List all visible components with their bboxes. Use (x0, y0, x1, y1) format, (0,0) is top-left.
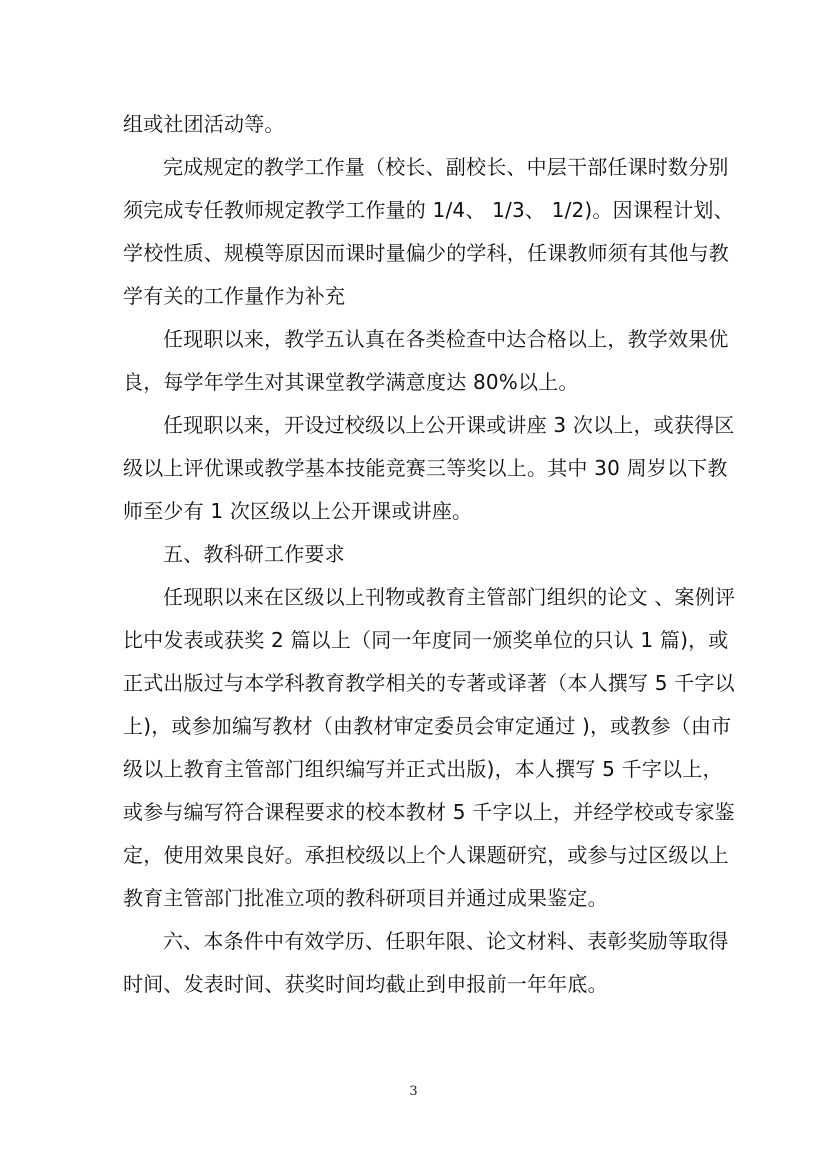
text-line: 时间、发表时间、获奖时间均截止到申报前一年年底。 (123, 972, 608, 996)
text-line: 须完成专任教师规定教学工作量的 1/4、 1/3、 1/2)。因课程计划、 (123, 198, 734, 222)
text-line: 师至少有 1 次区级以上公开课或讲座。 (123, 499, 473, 523)
text-line: 学有关的工作量作为补充 (123, 284, 346, 308)
text-line: 完成规定的教学工作量（校长、副校长、中层干部任课时数分别 (163, 155, 729, 179)
page-number: 3 (409, 1084, 418, 1099)
text-line: 学校性质、规模等原因而课时量偏少的学科，任课教师须有其他与教 (123, 241, 729, 265)
text-line: 级以上评优课或教学基本技能竞赛三等奖以上。其中 30 周岁以下教 (123, 456, 728, 480)
text-line: 组或社团活动等。 (123, 112, 285, 136)
text-line: 上)，或参加编写教材（由教材审定委员会审定通过 )，或教参（由市 (123, 714, 732, 738)
text-line: 或参与编写符合课程要求的校本教材 5 千字以上，并经学校或专家鉴 (123, 800, 735, 824)
text-line: 良，每学年学生对其课堂教学满意度达 80%以上。 (123, 370, 579, 394)
text-line: 任现职以来在区级以上刊物或教育主管部门组织的论文 、案例评 (163, 585, 736, 609)
text-line: 定，使用效果良好。承担校级以上个人课题研究，或参与过区级以上 (123, 843, 729, 867)
text-line: 六、本条件中有效学历、任职年限、论文材料、表彰奖励等取得 (163, 929, 729, 953)
text-line: 比中发表或获奖 2 篇以上（同一年度同一颁奖单位的只认 1 篇)，或 (123, 628, 729, 652)
text-line: 正式出版过与本学科教育教学相关的专著或译著（本人撰写 5 千字以 (123, 671, 735, 695)
text-line: 教育主管部门批准立项的教科研项目并通过成果鉴定。 (123, 886, 608, 910)
text-line: 任现职以来，开设过校级以上公开课或讲座 3 次以上，或获得区 (163, 413, 735, 437)
text-line: 级以上教育主管部门组织编写并正式出版)，本人撰写 5 千字以上， (123, 757, 723, 781)
section-heading: 五、教科研工作要求 (163, 542, 345, 566)
text-line: 任现职以来，教学五认真在各类检查中达合格以上，教学效果优 (163, 327, 729, 351)
